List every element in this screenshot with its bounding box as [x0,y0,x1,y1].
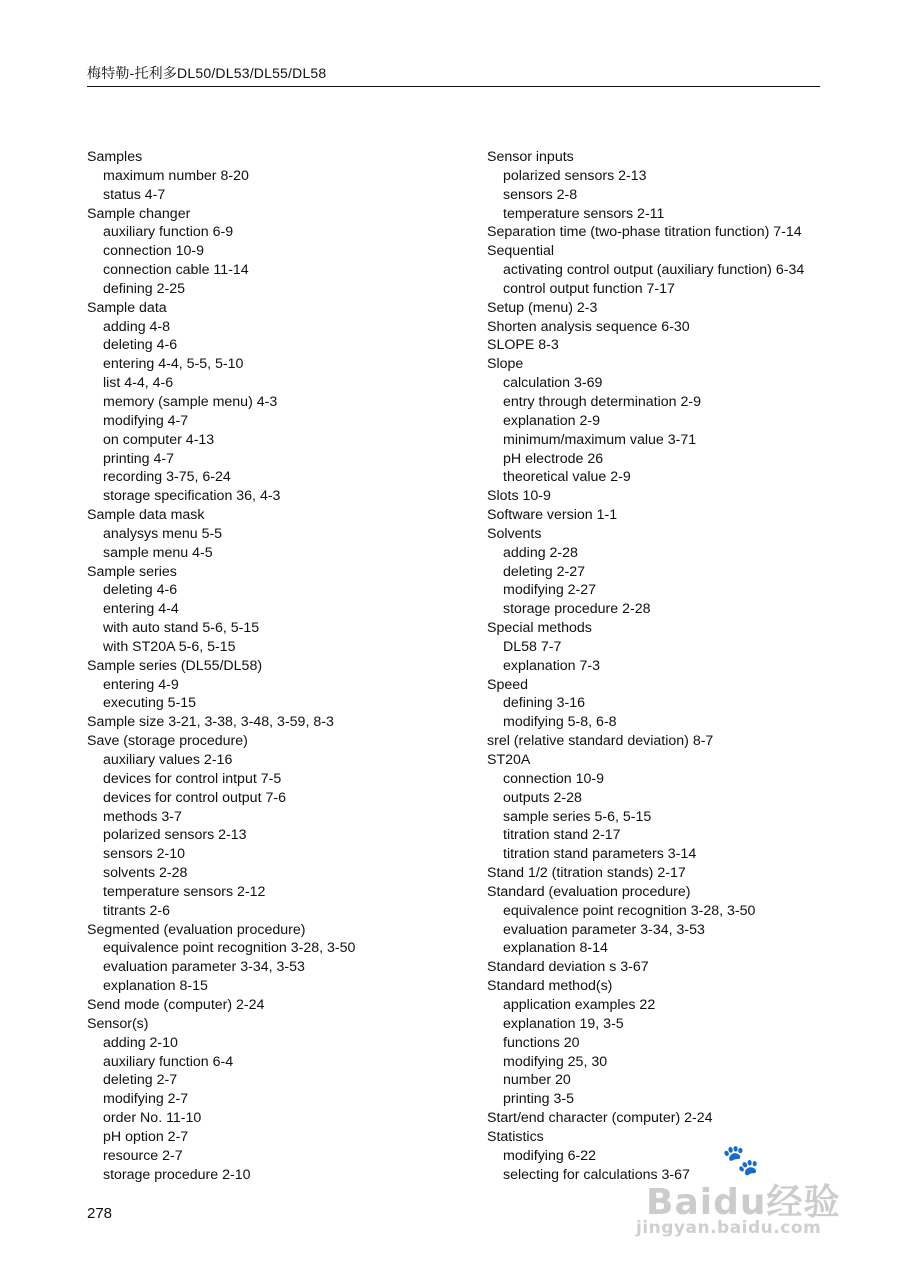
index-entry: Special methods [487,620,592,637]
index-subentry: explanation 8-15 [103,978,208,995]
index-entry: Save (storage procedure) [87,733,248,750]
index-entry: Speed [487,676,529,693]
index-entry: Sensor(s) [87,1015,149,1032]
index-subentry: application examples 22 [503,996,656,1013]
index-subentry: printing 4-7 [103,450,174,467]
index-subentry: sensors 2-8 [503,186,578,203]
index-subentry: entering 4-9 [103,676,179,693]
index-subentry: devices for control output 7-6 [103,789,286,806]
index-subentry: storage procedure 2-10 [103,1166,251,1183]
index-subentry: sample menu 4-5 [103,544,213,561]
index-subentry: storage procedure 2-28 [503,601,651,618]
index-subentry: DL58 7-7 [503,638,562,655]
index-subentry: memory (sample menu) 4-3 [103,393,278,410]
index-subentry: analysys menu 5-5 [103,525,223,542]
index-subentry: status 4-7 [103,186,166,203]
index-entry: Start/end character (computer) 2-24 [487,1110,713,1127]
index-subentry: modifying 2-7 [103,1091,189,1108]
index-subentry: on computer 4-13 [103,431,215,448]
index-subentry: sensors 2-10 [103,846,186,863]
index-entry: Standard (evaluation procedure) [487,883,691,900]
index-subentry: modifying 4-7 [103,412,189,429]
index-subentry: entry through determination 2-9 [503,393,701,410]
watermark-url: jingyan.baidu.com [636,1218,822,1238]
index-subentry: modifying 2-27 [503,582,597,599]
index-entry: Statistics [487,1128,544,1145]
index-subentry: maximum number 8-20 [103,167,249,184]
index-subentry: defining 3-16 [503,695,586,712]
index-entry: Sample data [87,299,167,316]
index-subentry: resource 2-7 [103,1147,183,1164]
index-subentry: deleting 2-7 [103,1072,178,1089]
index-subentry: theoretical value 2-9 [503,469,631,486]
index-subentry: temperature sensors 2-11 [503,205,665,222]
index-subentry: storage specification 36, 4-3 [103,488,281,505]
index-subentry: defining 2-25 [103,280,186,297]
index-subentry: pH option 2-7 [103,1128,189,1145]
index-subentry: printing 3-5 [503,1091,574,1108]
index-subentry: number 20 [503,1072,571,1089]
index-entry: Software version 1-1 [487,507,618,524]
index-subentry: minimum/maximum value 3-71 [503,431,697,448]
index-subentry: devices for control intput 7-5 [103,770,282,787]
index-subentry: explanation 7-3 [503,657,601,674]
index-subentry: explanation 8-14 [503,940,608,957]
index-subentry: titration stand parameters 3-14 [503,846,697,863]
index-subentry: temperature sensors 2-12 [103,883,266,900]
index-subentry: modifying 6-22 [503,1147,597,1164]
index-subentry: entering 4-4 [103,601,179,618]
index-subentry: sample series 5-6, 5-15 [503,808,652,825]
index-subentry: pH electrode 26 [503,450,604,467]
index-subentry: titrants 2-6 [103,902,171,919]
index-subentry: with auto stand 5-6, 5-15 [103,620,260,637]
index-subentry: recording 3-75, 6-24 [103,469,231,486]
index-entry: Sample series [87,563,177,580]
index-entry: SLOPE 8-3 [487,337,559,354]
index-entry: Standard method(s) [487,978,613,995]
index-entry: Slope [487,356,524,373]
index-subentry: auxiliary values 2-16 [103,752,233,768]
page-header [87,63,820,87]
index-subentry: auxiliary function 6-4 [103,1053,234,1070]
index-subentry: functions 20 [503,1034,580,1051]
index-subentry: evaluation parameter 3-34, 3-53 [503,921,705,938]
index-subentry: methods 3-7 [103,808,182,825]
index-entry: Setup (menu) 2-3 [487,299,598,316]
page-number: 278 [87,1205,113,1222]
index-subentry: connection cable 11-14 [103,262,249,279]
index-entry: Shorten analysis sequence 6-30 [487,318,690,335]
index-entry: Standard deviation s 3-67 [487,959,649,976]
index-subentry: adding 2-28 [503,544,578,561]
index-subentry: entering 4-4, 5-5, 5-10 [103,356,244,373]
index-subentry: connection 10-9 [503,770,604,787]
index-subentry: polarized sensors 2-13 [503,167,647,184]
header-title: 梅特勒-托利多DL50/DL53/DL55/DL58 [87,65,327,81]
index-entry: Sequential [487,243,555,260]
index-subentry: deleting 2-27 [503,563,586,580]
index-subentry: list 4-4, 4-6 [103,375,174,392]
index-entry: Segmented (evaluation procedure) [87,921,306,938]
index-entry: Send mode (computer) 2-24 [87,996,265,1013]
index-subentry: modifying 5-8, 6-8 [503,714,617,731]
index-subentry: modifying 25, 30 [503,1053,608,1070]
index-entry: Solvents [487,525,542,542]
index-subentry: outputs 2-28 [503,789,582,806]
index-subentry: equivalence point recognition 3-28, 3-50 [103,940,356,957]
index-entry: Sample series (DL55/DL58) [87,657,263,674]
index-subentry: deleting 4-6 [103,337,178,354]
index-entry: Samples [87,149,143,165]
index-subentry: with ST20A 5-6, 5-15 [103,638,236,655]
index-entry: Sensor inputs [487,149,574,165]
index-entry: Sample data mask [87,507,205,524]
index-subentry: polarized sensors 2-13 [103,827,247,844]
index-column-right [487,148,804,1184]
index-column-left [87,148,355,1184]
index-entry: Separation time (two-phase titration function) 7-14 [487,224,802,241]
index-entry: Sample changer [87,205,191,222]
index-entry: Slots 10-9 [487,488,551,505]
index-subentry: deleting 4-6 [103,582,178,599]
index-subentry: order No. 11-10 [103,1110,202,1127]
watermark-logo: Baidu经验 [646,1182,841,1223]
index-subentry: connection 10-9 [103,243,204,260]
index-subentry: solvents 2-28 [103,865,188,882]
index-subentry: activating control output (auxiliary function) 6-34 [503,262,805,279]
index-subentry: evaluation parameter 3-34, 3-53 [103,959,305,976]
index-subentry: titration stand 2-17 [503,827,621,844]
index-subentry: explanation 19, 3-5 [503,1015,624,1032]
index-subentry: control output function 7-17 [503,280,675,297]
index-subentry: calculation 3-69 [503,375,603,392]
index-subentry: adding 4-8 [103,318,171,335]
index-entry: ST20A [487,752,531,768]
index-entry: Sample size 3-21, 3-38, 3-48, 3-59, 8-3 [87,714,334,731]
index-subentry: auxiliary function 6-9 [103,224,234,241]
index-entry: Stand 1/2 (titration stands) 2-17 [487,865,686,882]
index-subentry: adding 2-10 [103,1034,178,1051]
index-subentry: executing 5-15 [103,695,197,712]
index-subentry: selecting for calculations 3-67 [503,1166,690,1183]
paw-icon: 🐾 [722,1144,760,1177]
index-entry: srel (relative standard deviation) 8-7 [487,733,714,750]
index-subentry: explanation 2-9 [503,412,601,429]
index-subentry: equivalence point recognition 3-28, 3-50 [503,902,756,919]
